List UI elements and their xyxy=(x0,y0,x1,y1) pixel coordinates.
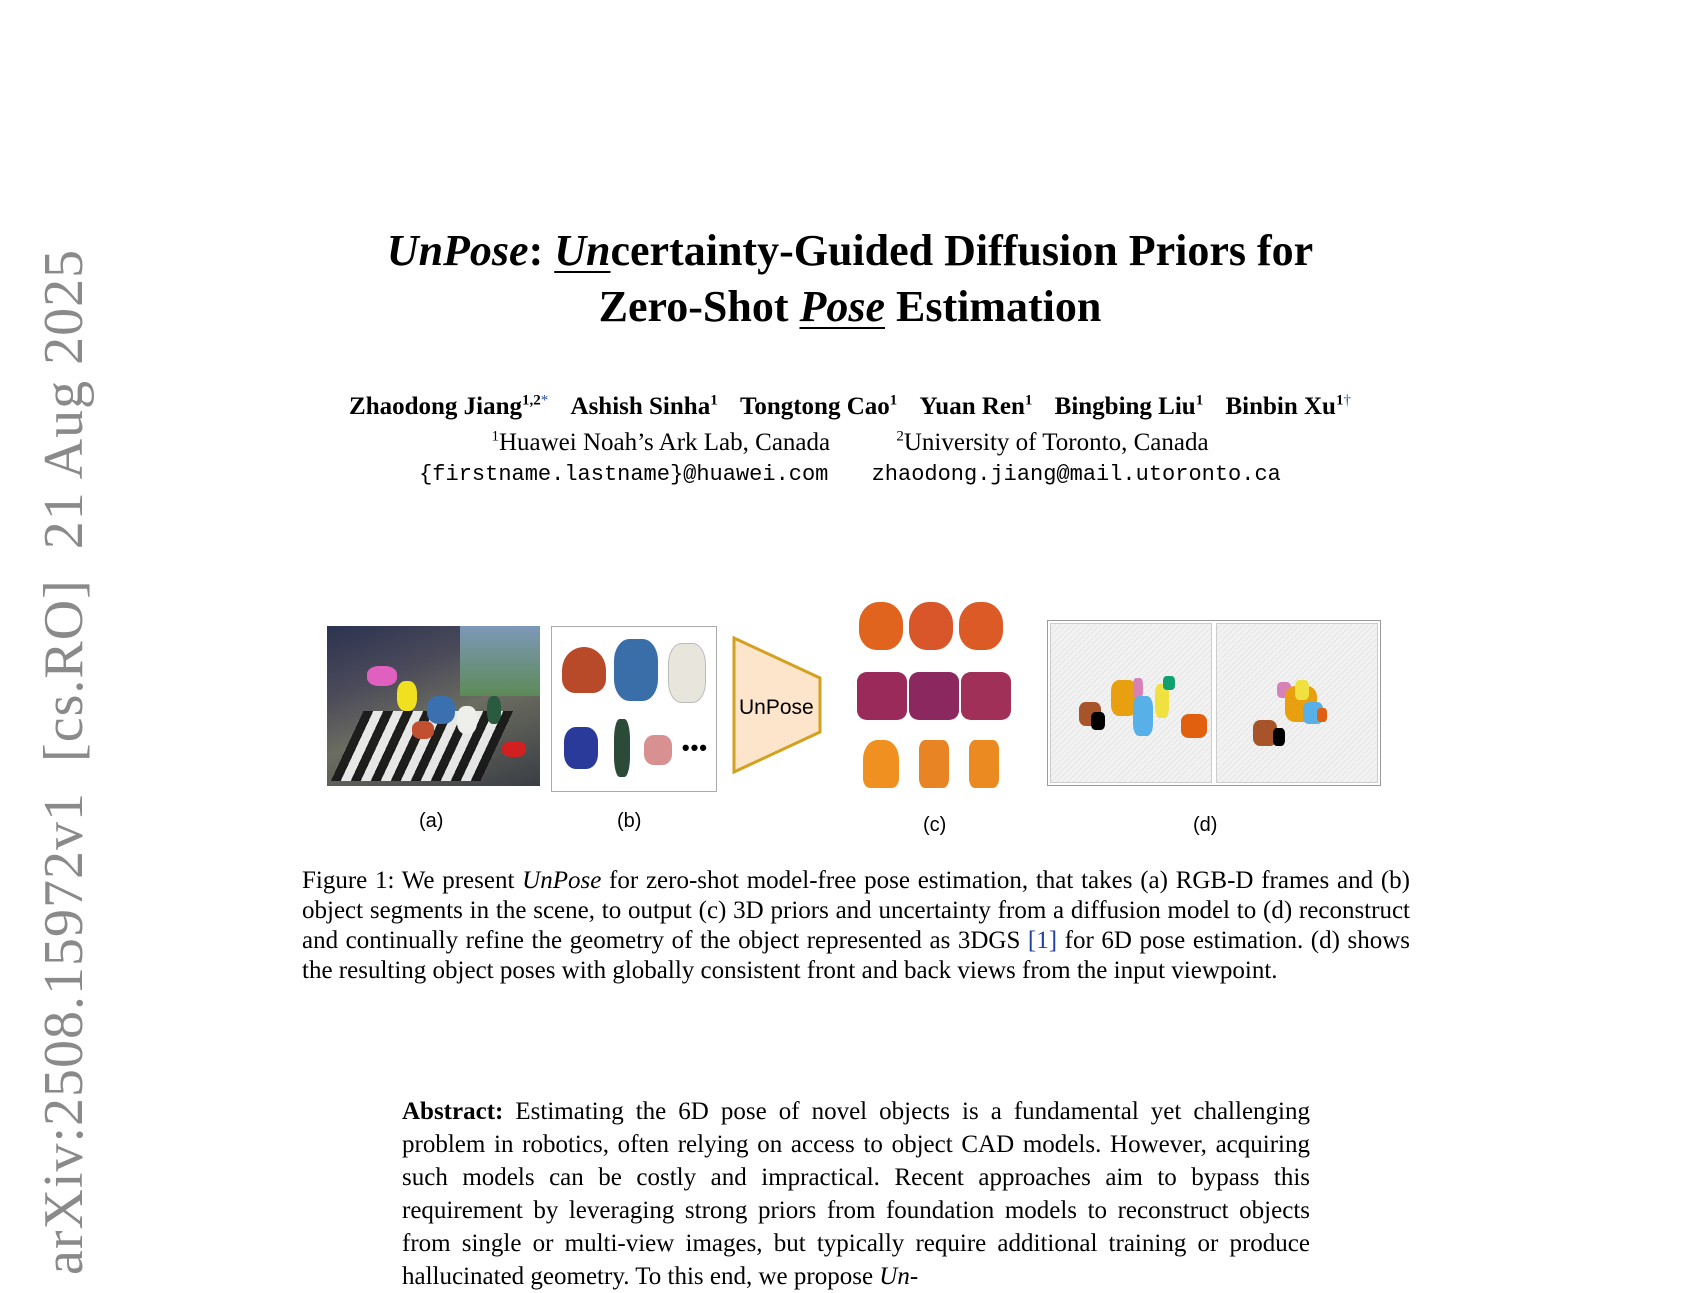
figure-panel-c-3d-priors-uncertainty xyxy=(857,600,1017,790)
title-un-underlined: Un xyxy=(554,226,611,275)
arxiv-identifier: arXiv:2508.15972v1 [cs.RO] 21 Aug 2025 xyxy=(33,248,95,1275)
author: Bingbing Liu$^1$ xyxy=(1054,393,1204,421)
title-rest: certainty-Guided Diffusion Priors for xyxy=(610,226,1314,275)
author-list xyxy=(0,393,1700,421)
abstract-text: Estimating the 6D pose of novel objects is a fundamental yet challenging problem in robotics, often relying on access to object CAD models. However, acquiring such models can be costly and impractical. Recent approaches aim to bypass this requirement by leveraging strong priors from foundation models to reconstruct objects from single or multi-view images, but typically require additional training or produce hallucinated geometry. To this end, we propose xyxy=(402,1098,1310,1290)
figure-1 xyxy=(327,600,1377,840)
panel-label-b: (b) xyxy=(617,810,642,832)
title-pose-underlined: Pose xyxy=(799,282,886,331)
email-huawei: {firstname.lastname}@huawei.com xyxy=(419,462,829,487)
figure-panel-a-scene-photo xyxy=(327,626,540,786)
author-emails xyxy=(0,462,1700,487)
back-view xyxy=(1216,623,1378,783)
figure-panel-d-pose-results xyxy=(1047,620,1381,786)
abstract: Abstract: Estimating the 6D pose of novel objects is a fundamental yet challenging problem in robotics, often relying on access to object CAD models. However, acquiring such models can be costly and impractical. Recent approaches aim to bypass this requirement by leveraging strong priors from foundation models to reconstruct objects from single or multi-view images, but typically require additional training or produce hallucinated geometry. To this end, we propose Un- xyxy=(402,1098,1310,1290)
title-line-2 xyxy=(0,279,1700,335)
figure-panel-b-object-segments xyxy=(551,626,717,792)
panel-label-d: (d) xyxy=(1193,814,1218,836)
author: Zhaodong Jiang$^{1,2*}$ xyxy=(349,393,549,421)
paper-title xyxy=(0,223,1700,335)
author: Yuan Ren$^1$ xyxy=(919,393,1033,421)
author: Ashish Sinha$^1$ xyxy=(570,393,718,421)
affiliation: $^1$Huawei Noah’s Ark Lab, Canada xyxy=(491,429,831,457)
email-utoronto: zhaodong.jiang@mail.utoronto.ca xyxy=(871,462,1281,487)
more-objects-ellipsis: ••• xyxy=(681,735,708,760)
affiliations xyxy=(0,429,1700,457)
title-estimation: Estimation xyxy=(885,282,1102,331)
panel-label-a: (a) xyxy=(419,810,444,832)
author: Tongtong Cao$^1$ xyxy=(739,393,898,421)
affiliation: $^2$University of Toronto, Canada xyxy=(896,429,1209,457)
title-line-1 xyxy=(0,223,1700,279)
figure-caption: Figure 1: We present UnPose for zero-shot model-free pose estimation, that takes (a) RGB-D frames and (b) object segments in the scene, to output (c) 3D priors and uncertainty from a diffusion model to (d) reconstruct and continually refine the geometry of the object represented as 3DGS [1] for 6D pose estimation. (d) shows the resulting object poses with globally consistent front and back views from the input viewpoint. xyxy=(302,867,1411,984)
title-zero-shot: Zero-Shot xyxy=(598,282,800,331)
author: Binbin $Xu^{1\dagger}$ xyxy=(1225,393,1351,421)
panel-label-c: (c) xyxy=(923,814,947,836)
title-colon: : xyxy=(528,226,555,275)
citation-link-1[interactable]: [1] xyxy=(1027,927,1058,954)
title-unpose: UnPose xyxy=(386,226,529,275)
network-label: UnPose xyxy=(739,696,814,719)
front-view xyxy=(1050,623,1212,783)
abstract-label: Abstract: xyxy=(402,1098,504,1125)
